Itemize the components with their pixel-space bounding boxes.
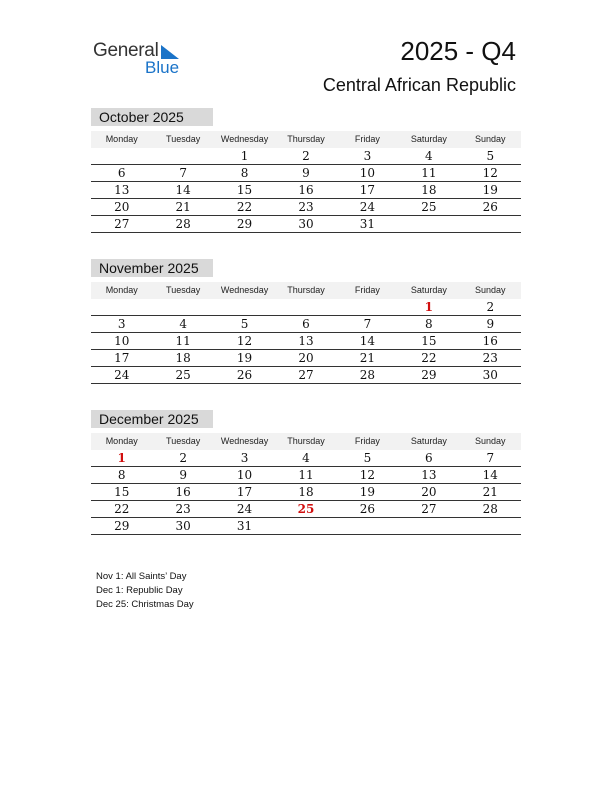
day-cell: 7 (486, 451, 495, 465)
day-cell: 31 (236, 519, 253, 533)
day-cell: 23 (175, 502, 191, 516)
day-cell: 19 (482, 183, 498, 197)
logo-blue-text: Blue (145, 58, 180, 77)
weekday-label: Thursday (287, 134, 325, 144)
day-cell: 9 (302, 166, 310, 180)
week-row (91, 216, 521, 233)
day-cell: 8 (240, 166, 249, 180)
week-row (91, 467, 521, 484)
day-cell: 16 (175, 485, 191, 499)
month-title: October 2025 (91, 108, 213, 126)
day-cell: 10 (236, 468, 253, 482)
week-row (91, 367, 521, 384)
holiday-note: Nov 1: All Saints’ Day (96, 571, 187, 582)
day-cell: 14 (482, 468, 498, 482)
week-row (91, 501, 521, 518)
day-cell: 19 (359, 485, 376, 499)
generalblue-logo (93, 40, 193, 80)
day-cell: 3 (117, 317, 126, 331)
day-cell: 3 (240, 451, 249, 465)
day-cell (275, 299, 336, 315)
weekday-label: Sunday (475, 436, 506, 446)
weekday-label: Wednesday (220, 134, 269, 144)
day-cell: 23 (482, 351, 498, 365)
day-cell: 17 (359, 183, 376, 197)
day-cell: 13 (421, 468, 437, 482)
day-cell: 12 (482, 166, 498, 180)
month-december (91, 410, 521, 535)
day-cell: 24 (359, 200, 376, 214)
day-cell (91, 148, 152, 164)
day-cell (460, 518, 521, 534)
weekday-label: Saturday (410, 436, 447, 446)
week-row (91, 333, 521, 350)
day-cell (214, 299, 275, 315)
day-cell: 30 (482, 368, 498, 382)
day-cell: 6 (117, 166, 126, 180)
day-cell: 23 (298, 200, 314, 214)
day-cell (337, 518, 398, 534)
week-row (91, 450, 521, 467)
country-name: Central African Republic (322, 75, 516, 95)
day-cell: 10 (114, 334, 130, 348)
week-row (91, 484, 521, 501)
day-cell (398, 216, 459, 232)
day-cell: 20 (298, 351, 314, 365)
day-cell: 22 (421, 351, 437, 365)
day-cell: 14 (175, 183, 191, 197)
day-cell (337, 299, 398, 315)
weekday-label: Monday (105, 285, 138, 295)
week-row (91, 350, 521, 367)
day-cell: 29 (236, 217, 253, 231)
day-cell: 31 (359, 217, 376, 231)
day-cell: 9 (486, 317, 495, 331)
holiday-note: Dec 25: Christmas Day (96, 599, 194, 610)
weekday-label: Thursday (287, 285, 325, 295)
day-cell: 11 (298, 468, 314, 482)
week-row (91, 148, 521, 165)
week-row (91, 316, 521, 333)
day-cell (275, 518, 336, 534)
day-cell: 15 (421, 334, 437, 348)
weekday-label: Friday (354, 285, 380, 295)
weeks (91, 450, 521, 535)
weekday-label: Tuesday (166, 134, 201, 144)
day-cell: 12 (236, 334, 253, 348)
day-cell: 24 (114, 368, 130, 382)
logo-general-text: General (93, 40, 159, 61)
day-cell: 20 (114, 200, 130, 214)
weekday-label: Saturday (410, 134, 447, 144)
day-cell: 26 (359, 502, 376, 516)
week-row (91, 299, 521, 316)
day-cell: 27 (114, 217, 130, 231)
weekday-label: Wednesday (220, 436, 269, 446)
weekday-label: Saturday (410, 285, 447, 295)
day-cell: 29 (421, 368, 437, 382)
day-cell: 10 (359, 166, 376, 180)
weekday-header (91, 433, 521, 450)
day-cell (398, 518, 459, 534)
day-cell (152, 299, 213, 315)
day-cell: 27 (421, 502, 437, 516)
day-cell: 18 (175, 351, 191, 365)
week-row (91, 518, 521, 535)
holiday-note: Dec 1: Republic Day (96, 585, 183, 596)
day-cell (460, 216, 521, 232)
day-cell: 5 (363, 451, 372, 465)
weekday-label: Wednesday (220, 285, 269, 295)
day-cell (91, 299, 152, 315)
day-cell: 11 (421, 166, 437, 180)
day-cell: 22 (236, 200, 253, 214)
weekday-label: Friday (354, 436, 380, 446)
day-cell: 28 (482, 502, 498, 516)
day-cell: 26 (236, 368, 253, 382)
weekday-label: Sunday (475, 285, 506, 295)
day-cell: 2 (302, 149, 310, 163)
day-cell: 30 (298, 217, 314, 231)
day-cell: 29 (114, 519, 130, 533)
day-cell: 3 (363, 149, 372, 163)
month-november (91, 259, 521, 384)
day-cell: 21 (482, 485, 498, 499)
day-cell: 1 (424, 300, 434, 314)
day-cell: 5 (240, 317, 249, 331)
day-cell: 8 (117, 468, 126, 482)
weekday-header (91, 131, 521, 148)
month-title: November 2025 (91, 259, 213, 277)
day-cell: 20 (421, 485, 437, 499)
day-cell: 12 (359, 468, 376, 482)
holiday-notes (96, 570, 194, 612)
weeks (91, 299, 521, 384)
weekday-header (91, 282, 521, 299)
week-row (91, 199, 521, 216)
day-cell: 13 (298, 334, 314, 348)
weeks (91, 148, 521, 233)
week-row (91, 165, 521, 182)
day-cell: 17 (114, 351, 130, 365)
day-cell: 4 (302, 451, 310, 465)
day-cell (152, 148, 213, 164)
day-cell: 30 (175, 519, 191, 533)
day-cell: 4 (179, 317, 187, 331)
day-cell: 4 (425, 149, 433, 163)
weekday-label: Thursday (287, 436, 325, 446)
logo-triangle-icon (161, 45, 179, 59)
day-cell: 28 (175, 217, 191, 231)
weekday-label: Sunday (475, 134, 506, 144)
day-cell: 28 (359, 368, 376, 382)
day-cell: 26 (482, 200, 498, 214)
day-cell: 6 (302, 317, 310, 331)
day-cell: 8 (425, 317, 433, 331)
day-cell: 25 (421, 200, 437, 214)
weekday-label: Monday (105, 134, 138, 144)
day-cell: 24 (236, 502, 253, 516)
day-cell: 14 (359, 334, 376, 348)
day-cell: 15 (114, 485, 130, 499)
weekday-label: Friday (354, 134, 380, 144)
day-cell: 16 (298, 183, 314, 197)
day-cell: 2 (179, 451, 187, 465)
day-cell: 21 (175, 200, 191, 214)
day-cell: 1 (240, 149, 249, 163)
day-cell: 13 (114, 183, 130, 197)
day-cell: 1 (117, 451, 126, 465)
day-cell: 11 (175, 334, 191, 348)
day-cell: 21 (359, 351, 376, 365)
day-cell: 22 (114, 502, 130, 516)
day-cell: 2 (486, 300, 495, 314)
week-row (91, 182, 521, 199)
day-cell: 25 (175, 368, 191, 382)
day-cell: 7 (179, 166, 187, 180)
day-cell: 18 (298, 485, 314, 499)
day-cell: 7 (363, 317, 372, 331)
day-cell: 16 (482, 334, 498, 348)
day-cell: 18 (421, 183, 437, 197)
day-cell: 6 (425, 451, 433, 465)
page-title: 2025 - Q4 (400, 36, 516, 66)
weekday-label: Tuesday (166, 285, 201, 295)
day-cell: 27 (298, 368, 314, 382)
day-cell: 9 (179, 468, 187, 482)
day-cell: 15 (236, 183, 253, 197)
weekday-label: Monday (105, 436, 138, 446)
day-cell: 19 (236, 351, 253, 365)
day-cell: 17 (236, 485, 253, 499)
month-title: December 2025 (91, 410, 213, 428)
weekday-label: Tuesday (166, 436, 201, 446)
day-cell: 5 (486, 149, 495, 163)
day-cell: 25 (297, 502, 315, 516)
month-october (91, 108, 521, 233)
